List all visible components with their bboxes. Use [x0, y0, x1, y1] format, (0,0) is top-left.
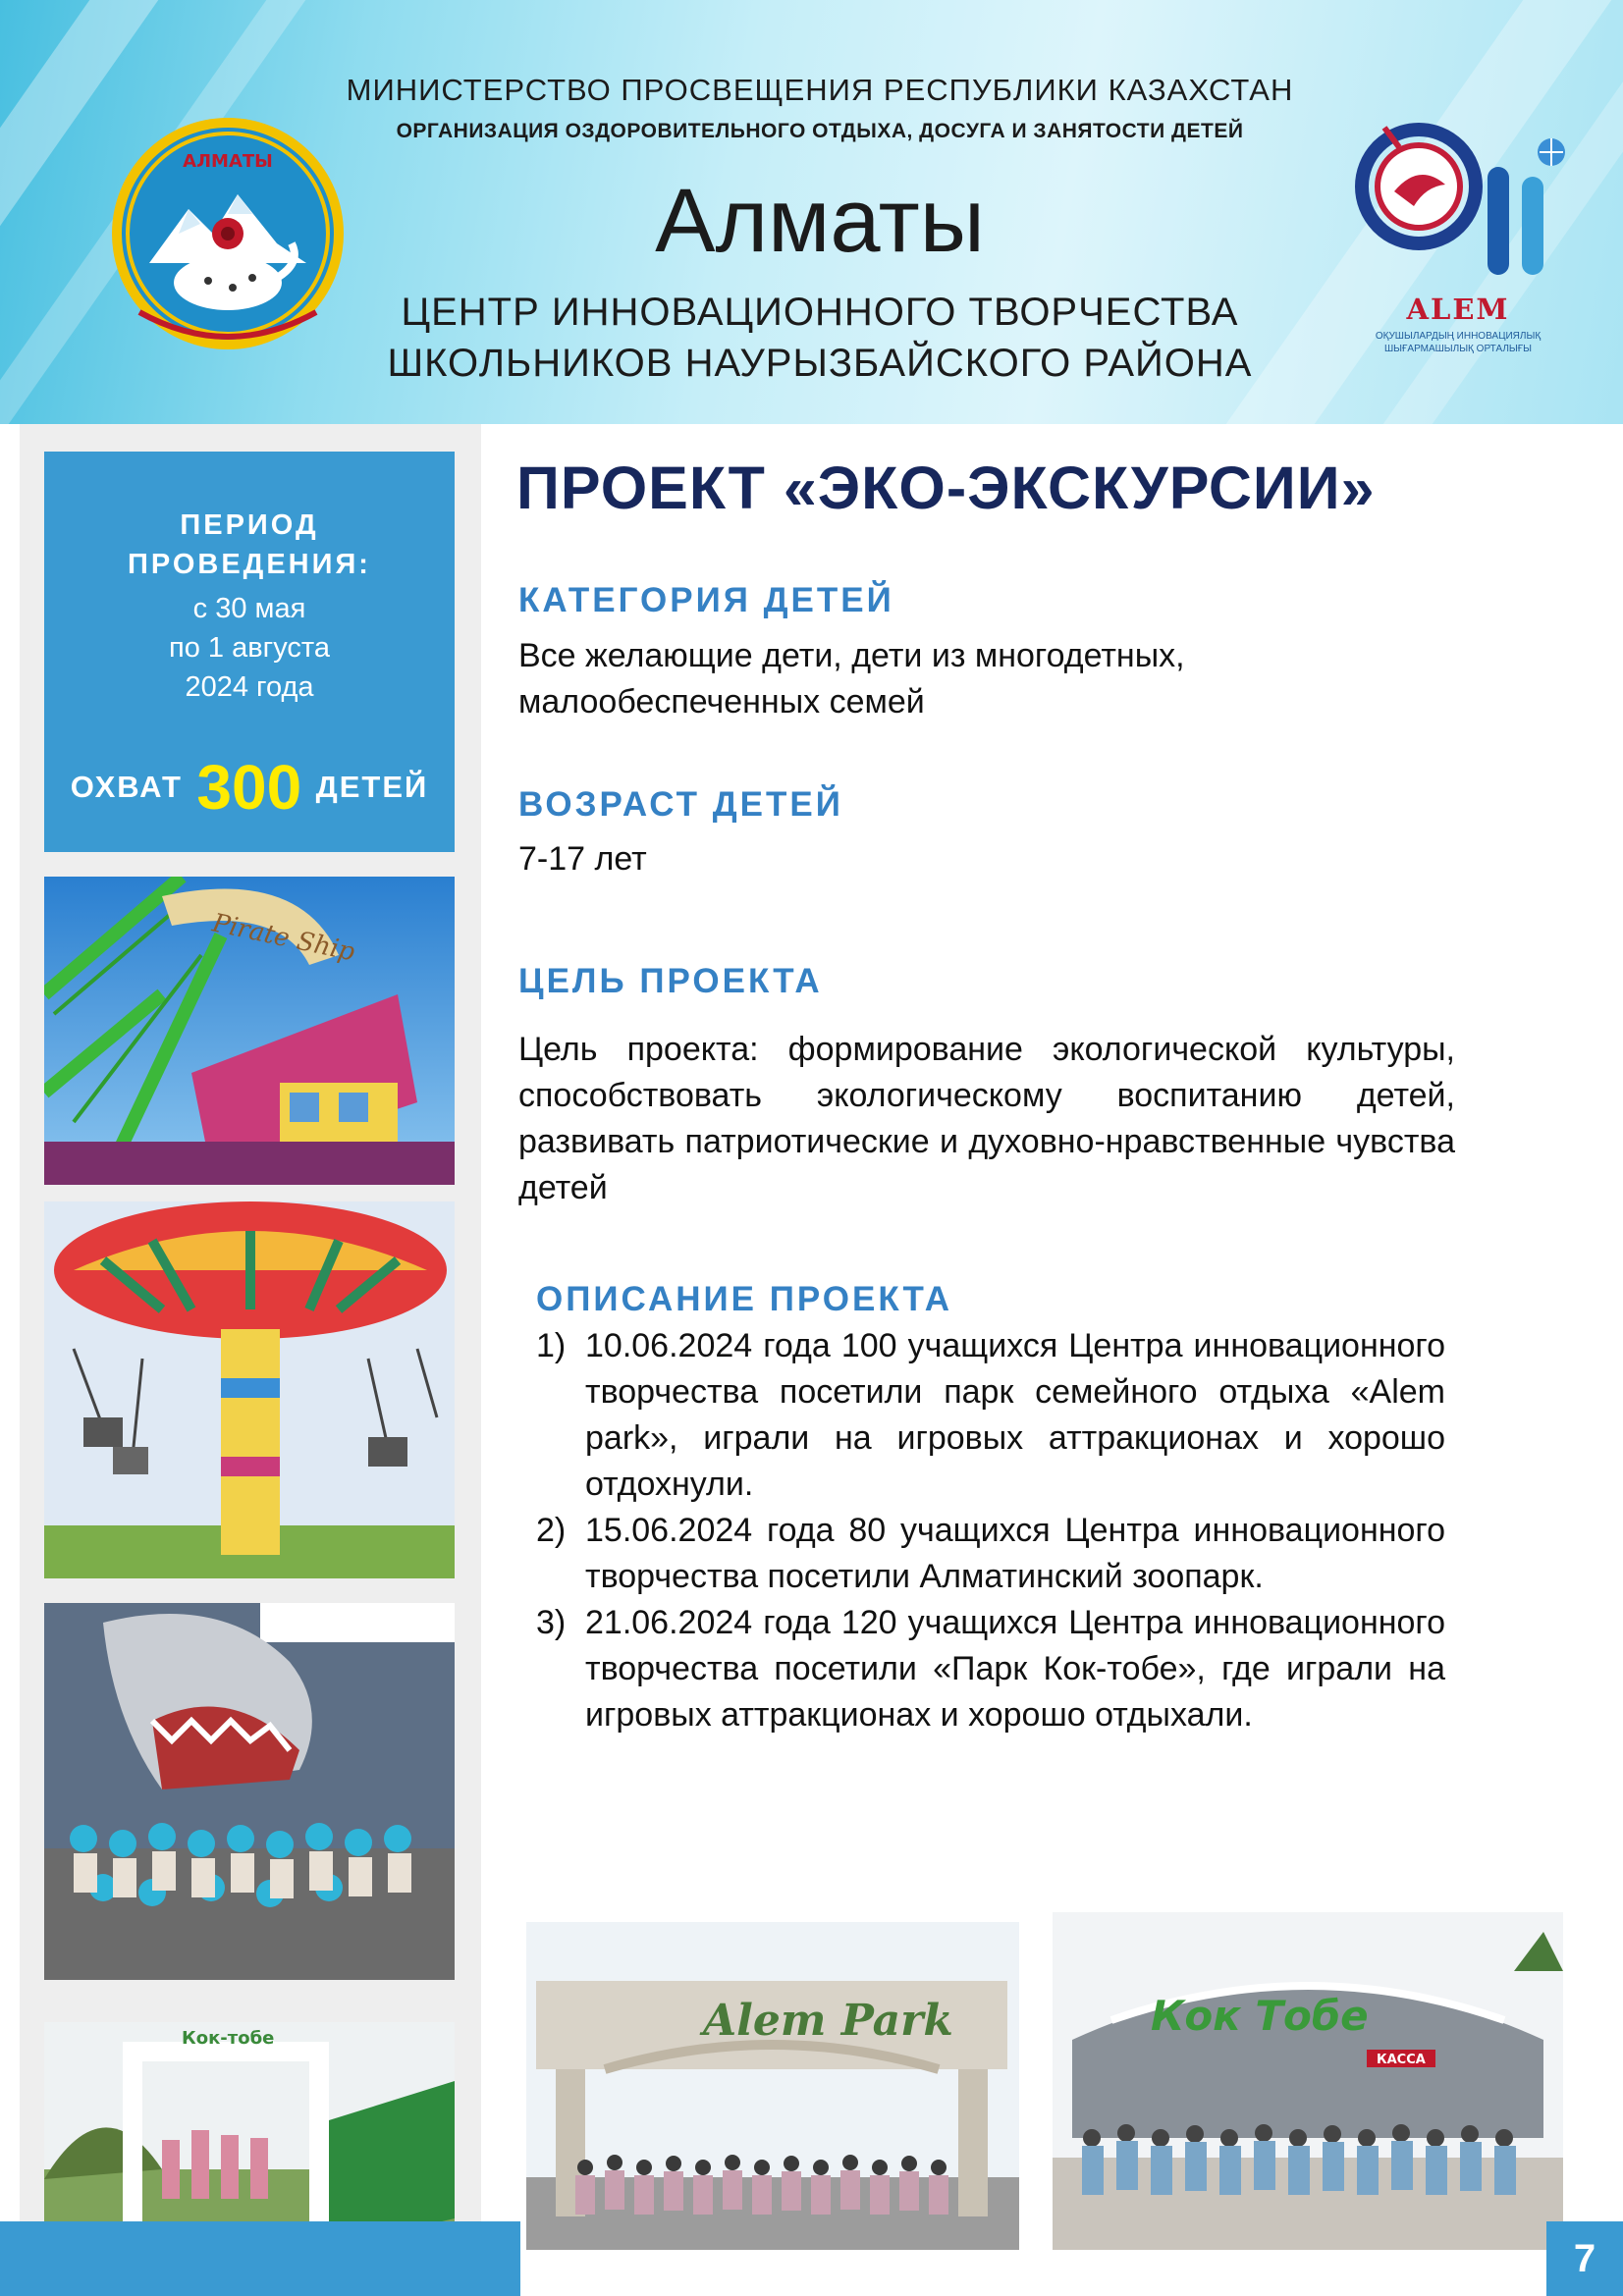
- period-label-line1: ПЕРИОД: [180, 509, 319, 541]
- date-from: с 30 мая: [192, 593, 306, 624]
- list-item-number: 3): [536, 1604, 567, 1641]
- list-item-number: 2): [536, 1512, 567, 1549]
- photo-swing-carousel: [44, 1201, 455, 1578]
- category-text: Все желающие дети, дети из многодетных, малообеспеченных семей: [518, 637, 1185, 721]
- emblem-lettering: АЛМАТЫ: [183, 151, 273, 172]
- description-list: [536, 1323, 1445, 1738]
- center-name-line2: ШКОЛЬНИКОВ НАУРЫЗБАЙСКОГО РАЙОНА: [387, 342, 1253, 385]
- list-item-text: 15.06.2024 года 80 учащихся Центра инновационного творчества посетили Алматинский зоопарк.: [585, 1512, 1445, 1595]
- list-item: [536, 1323, 1445, 1508]
- list-item-text: 10.06.2024 года 100 учащихся Центра инновационного творчества посетили парк семейного отдыха «Alem park», играли на игровых аттракционах и хорошо отдохнули.: [585, 1327, 1445, 1503]
- ministry-name: МИНИСТЕРСТВО ПРОСВЕЩЕНИЯ РЕСПУБЛИКИ КАЗАХСТАН: [346, 73, 1294, 107]
- goal-text: Цель проекта: формирование экологической культуры, способствовать экологическому воспитанию детей, развивать патриотические и духовно-нравственные чувства детей: [518, 1031, 1455, 1206]
- age-heading: ВОЗРАСТ ДЕТЕЙ: [518, 785, 843, 824]
- center-name-line1: ЦЕНТР ИННОВАЦИОННОГО ТВОРЧЕСТВА: [401, 291, 1239, 334]
- period-label-line2: ПРОВЕДЕНИЯ:: [128, 549, 371, 580]
- city-title: Алматы: [655, 171, 985, 271]
- project-title: ПРОЕКТ «ЭКО-ЭКСКУРСИИ»: [516, 454, 1376, 521]
- photo-zoo-shark-entrance: [44, 1603, 455, 1980]
- goal-heading: ЦЕЛЬ ПРОЕКТА: [518, 962, 823, 1000]
- alem-logo-subtitle: ОҚУШЫЛАРДЫҢ ИННОВАЦИЯЛЫҚ ШЫҒАРМАШЫЛЫҚ ОРТАЛЫҒЫ: [1375, 331, 1542, 354]
- alem-park-sign: Alem Park: [703, 1996, 953, 2046]
- photo-pirate-ship: [44, 877, 455, 1185]
- photo-alem-park: [526, 1922, 1019, 2250]
- bottom-accent-strip: [0, 2221, 520, 2296]
- reach-prefix: ОХВАТ: [70, 770, 183, 804]
- period-info-box: [44, 452, 455, 852]
- age-text: 7-17 лет: [518, 840, 647, 878]
- period-year: 2024 года: [185, 671, 314, 703]
- photo-kok-tobe-entrance: [1053, 1912, 1563, 2250]
- kassa-sign: КАССА: [1377, 2053, 1426, 2067]
- kok-tobe-sign: Кок Тобе: [1151, 1992, 1369, 2040]
- page-header: [0, 0, 1623, 424]
- reach-number: 300: [196, 752, 302, 823]
- organization-name: ОРГАНИЗАЦИЯ ОЗДОРОВИТЕЛЬНОГО ОТДЫХА, ДОСУГА И ЗАНЯТОСТИ ДЕТЕЙ: [396, 120, 1244, 142]
- pirate-ship-sign: Pirate Ship: [209, 908, 357, 968]
- reach-line: [44, 751, 455, 824]
- period-dates: [44, 589, 455, 707]
- category-heading: КАТЕГОРИЯ ДЕТЕЙ: [518, 581, 894, 619]
- period-label: [44, 506, 455, 584]
- almaty-emblem-icon: [110, 116, 346, 351]
- list-item-text: 21.06.2024 года 120 учащихся Центра инновационного творчества посетили «Парк Кок-тобе», где играли на игровых аттракционах и хорошо отдыхали.: [585, 1604, 1445, 1734]
- alem-logo-title: ALEM: [1406, 293, 1510, 326]
- list-item: [536, 1508, 1445, 1600]
- photo-kok-tobe-frame: [44, 2022, 455, 2251]
- kok-tobe-frame-sign: Кок-тобе: [182, 2028, 275, 2049]
- reach-suffix: ДЕТЕЙ: [315, 770, 429, 804]
- list-item: [536, 1600, 1445, 1738]
- description-heading: ОПИСАНИЕ ПРОЕКТА: [536, 1280, 953, 1318]
- date-to: по 1 августа: [169, 632, 330, 664]
- page-number: 7: [1546, 2221, 1623, 2296]
- list-item-number: 1): [536, 1327, 567, 1364]
